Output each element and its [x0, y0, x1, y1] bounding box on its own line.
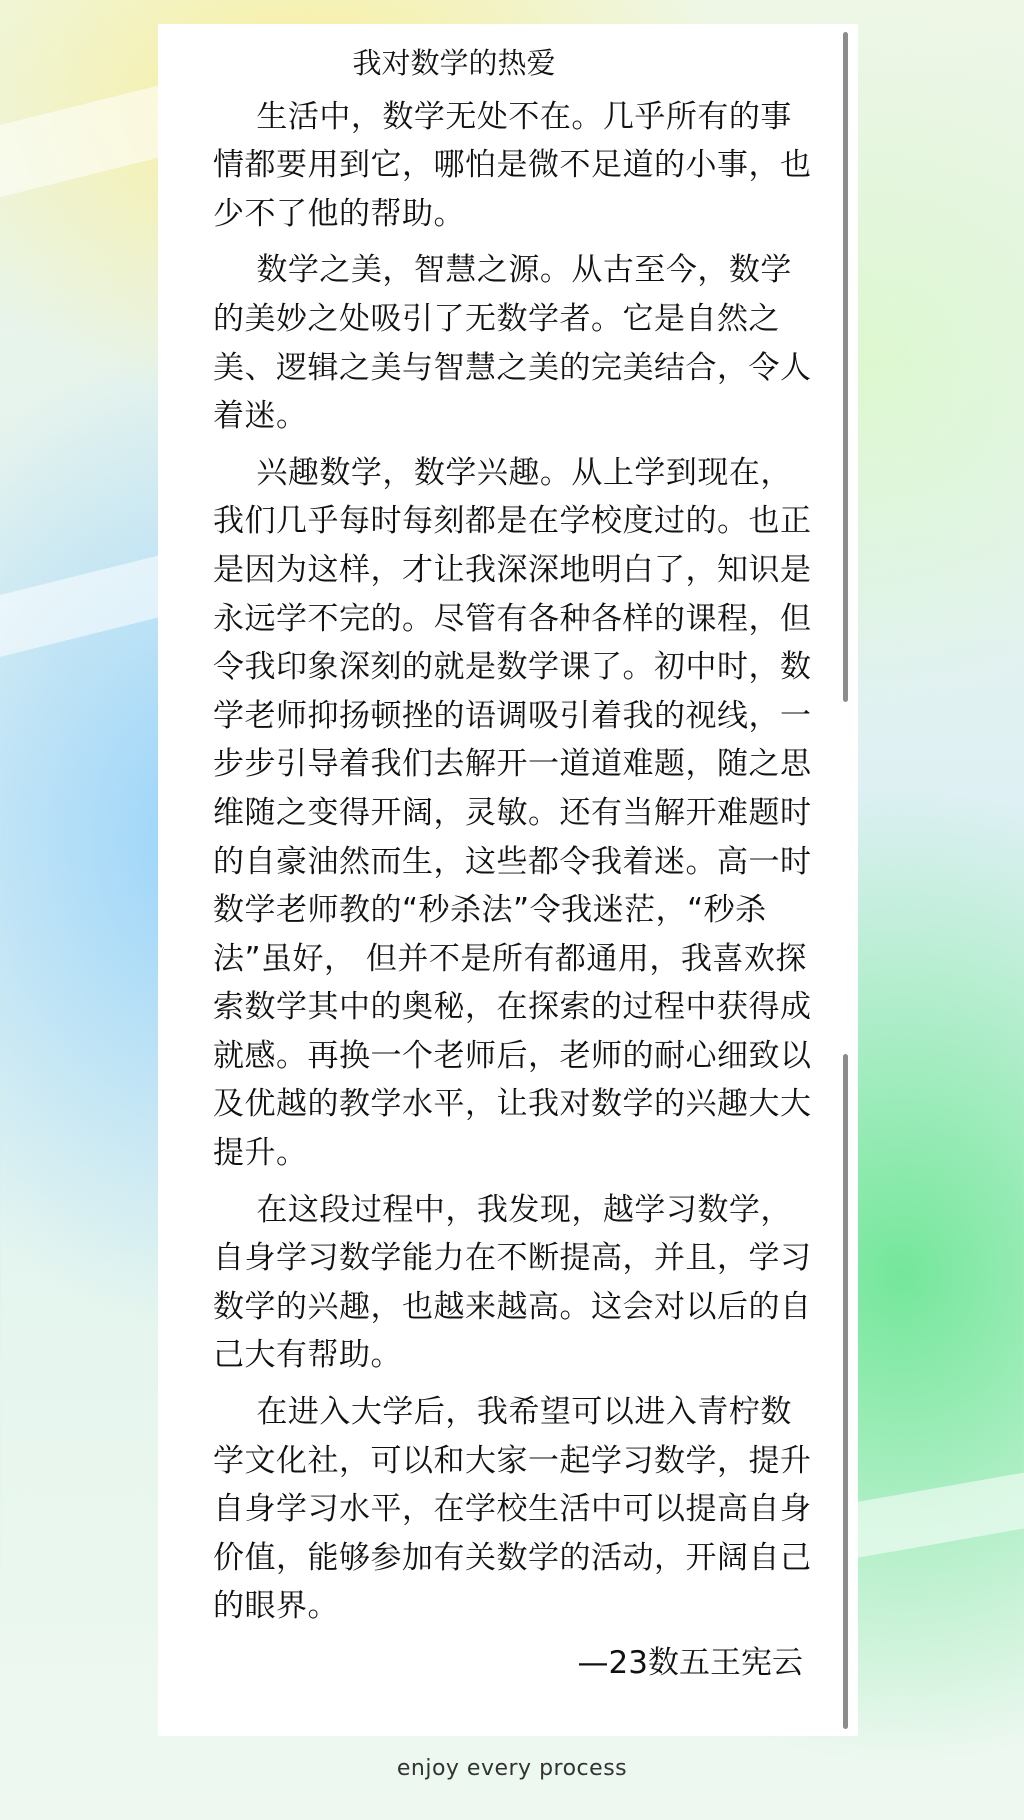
document-card: [158, 24, 858, 1736]
paragraph: 在进入大学后，我希望可以进入青柠数学文化社，可以和大家一起学习数学，提升自身学习水平，在学校生活中可以提高自身价值，能够参加有关数学的活动，开阔自己的眼界。: [213, 1394, 812, 1625]
author-signature: —23数五王宪云: [577, 1645, 803, 1681]
background-light-band: [840, 1460, 1024, 1559]
document-content: [213, 39, 853, 1688]
document-title: 我对数学的热爱: [352, 46, 556, 80]
paragraph: 数学之美，智慧之源。从古至今，数学的美妙之处吸引了无数学者。它是自然之美、逻辑之美与智慧之美的完美结合，令人着迷。: [213, 252, 812, 435]
paragraph: 兴趣数学，数学兴趣。从上学到现在，我们几乎每时每刻都是在学校度过的。也正是因为这样，才让我深深地明白了，知识是永远学不完的。尽管有各种各样的课程，但令我印象深刻的就是数学课了。初中时，数学老师抑扬顿挫的语调吸引着我的视线，一步步引导着我们去解开一道道难题，随之思维随之变得开阔，灵敏。还有当解开难题时的自豪油然而生，这些都令我着迷。高一时 数学老师教的“秒杀法”令我迷茫，“秒杀法”虽好， 但并不是所有都通用，我喜欢探索数学其中的奥秘，在探索的过程中获得成就感。再换一个老师后，老师的耐心细致以及优越的教学水平，让我对数学的兴趣大大提升。: [213, 454, 812, 1172]
paragraph: 在这段过程中，我发现，越学习数学，自身学习数学能力在不断提高，并且，学习数学的兴趣，也越来越高。这会对以后的自己大有帮助。: [213, 1191, 812, 1374]
footer-caption: enjoy every process: [396, 1756, 628, 1781]
paragraph: 生活中，数学无处不在。几乎所有的事情都要用到它，哪怕是微不足道的小事，也少不了他的帮助。: [213, 98, 812, 232]
